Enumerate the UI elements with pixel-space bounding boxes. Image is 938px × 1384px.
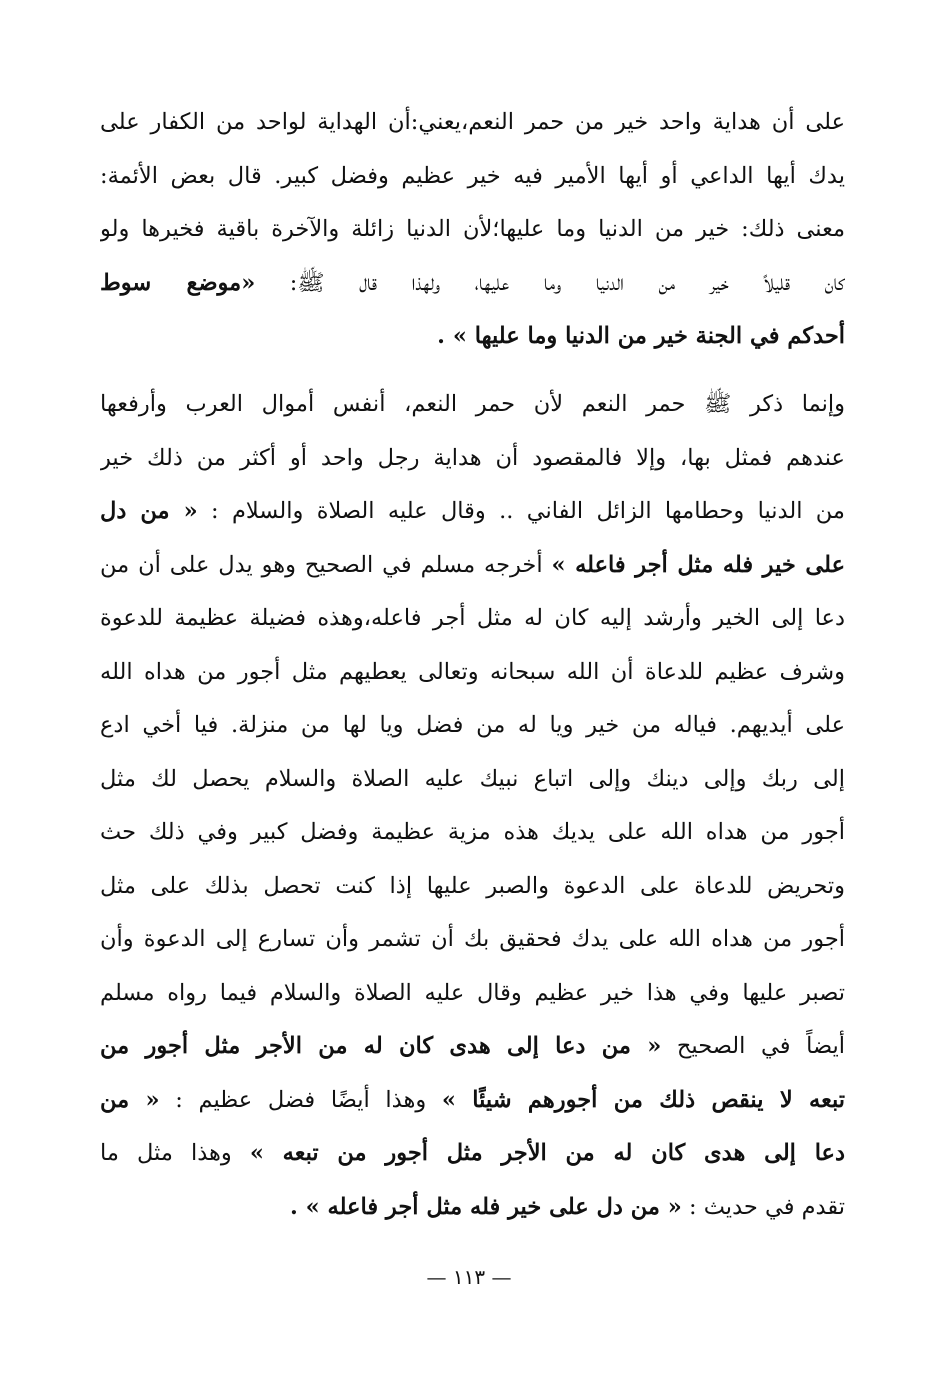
text-line: [100, 485, 845, 539]
text-segment: دعا إلى الخير وأرشد إليه كان له مثل أجر فاعله،وهذه فضيلة عظيمة للدعوة: [100, 605, 845, 631]
text-line: [100, 203, 845, 257]
text-line: [100, 432, 845, 486]
text-line: [100, 96, 845, 150]
text-line: [100, 860, 845, 914]
text-line: [100, 150, 845, 204]
text-segment: على أيديهم. فياله من خير ويا له من فضل ويا لها من منزلة. فيا أخي ادع: [100, 712, 845, 738]
text-line: [100, 1127, 845, 1181]
page-number: — ١١٣ —: [426, 1265, 512, 1289]
text-segment: تقدم في حديث :: [681, 1193, 845, 1220]
bold-text-segment: « من دل على خير فله مثل أجر فاعله » .: [289, 1193, 682, 1220]
bold-text-segment: « من: [100, 1086, 160, 1113]
text-segment: من الدنيا وحطامها الزائل الفاني .. وقال عليه الصلاة والسلام :: [197, 498, 845, 524]
text-line: [100, 378, 845, 432]
text-line: [100, 1074, 845, 1128]
text-segment: معنى ذلك: خير من الدنيا وما عليها؛لأن الدنيا زائلة والآخرة باقية فخيرها ولو: [100, 216, 845, 242]
text-segment: أيضاً في الصحيح: [661, 1033, 845, 1059]
bold-text-segment: أحدكم في الجنة خير من الدنيا وما عليها » .: [437, 323, 845, 349]
text-line: [100, 1020, 845, 1074]
text-segment: أجور من هداه الله على يديك هذه مزية عظيمة وفضل كبير وفي ذلك حث: [100, 819, 845, 845]
text-line: [100, 257, 845, 311]
bold-text-segment: تبعه لا ينقص ذلك من أجورهم شيئًا »: [441, 1086, 845, 1113]
text-line: [100, 806, 845, 860]
text-segment: وشرف عظيم للدعاة أن الله سبحانه وتعالى يعطيهم مثل أجور من هداه الله: [100, 658, 845, 685]
text-segment: وتحريض للدعاة على الدعوة والصبر عليها إذا كنت تحصل بذلك على مثل: [100, 872, 845, 899]
paragraph-1: [100, 96, 845, 364]
text-segment: أخرجه مسلم في الصحيح وهو يدل على أن من: [100, 551, 552, 578]
text-segment: يدك أيها الداعي أو أيها الأمير فيه خير عظيم وفضل كبير. قال بعض الأئمة:: [100, 162, 845, 189]
text-line: [100, 646, 845, 700]
text-line: [100, 699, 845, 753]
text-line: [100, 592, 845, 646]
text-segment: عندهم فمثل بها، وإلا فالمقصود أن هداية رجل واحد أو أكثر من ذلك خير: [100, 444, 845, 471]
bold-text-segment: « من دل: [100, 498, 198, 524]
text-segment: تصبر عليها وفي هذا خير عظيم وقال عليه الصلاة والسلام فيما رواه مسلم: [100, 979, 845, 1006]
bold-text-segment: «موضع سوط: [100, 269, 256, 296]
bold-text-segment: على خير فله مثل أجر فاعله »: [551, 551, 845, 578]
bold-text-segment: دعا إلى هدى كان له من الأجر مثل أجور من تبعه »: [249, 1140, 845, 1166]
text-segment: وإنما ذكر ﷺ حمر النعم لأن حمر النعم، أنفس أموال العرب وأرفعها: [100, 391, 845, 417]
text-line: [100, 310, 845, 364]
text-line: [100, 913, 845, 967]
text-segment: وهذا مثل ما: [100, 1140, 250, 1166]
text-line: [100, 967, 845, 1021]
text-segment: على أن هداية واحد خير من حمر النعم،يعني:أن الهداية لواحد من الكفار على: [100, 109, 845, 135]
text-line: [100, 539, 845, 593]
bold-text-segment: « من دعا إلى هدى كان له من الأجر مثل أجور من: [100, 1033, 662, 1059]
text-line: [100, 1181, 845, 1235]
paragraph-2: [100, 378, 845, 1234]
text-segment: كان قليلاً خير من الدنيا وما عليها، ولهذا قال ﷺ:: [255, 269, 845, 296]
text-segment: إلى ربك وإلى دينك وإلى اتباع نبيك عليه الصلاة والسلام يحصل لك مثل: [100, 765, 845, 792]
text-segment: وهذا أيضًا فضل عظيم :: [159, 1086, 442, 1113]
text-segment: أجور من هداه الله على يدك فحقيق بك أن تشمر وأن تسارع إلى الدعوة وأن: [100, 926, 845, 952]
text-line: [100, 753, 845, 807]
